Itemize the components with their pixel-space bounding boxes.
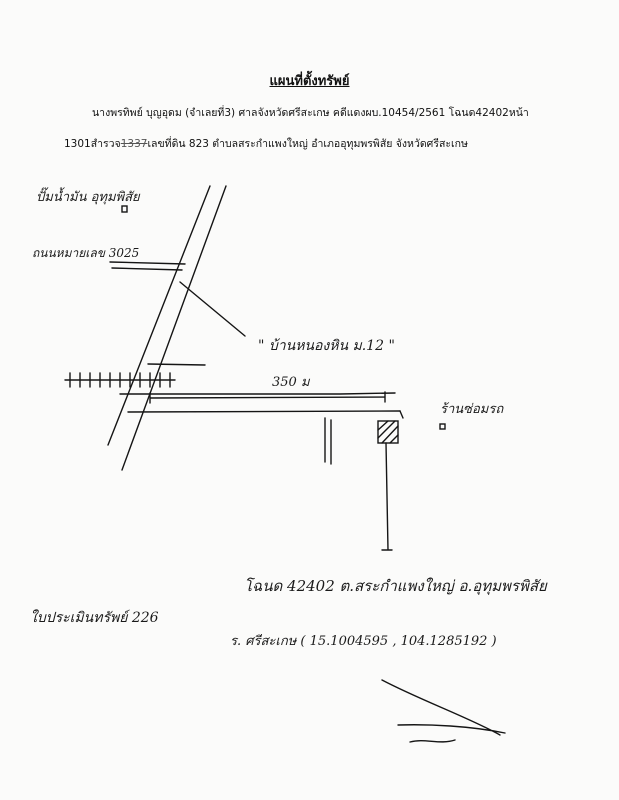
assessment-note: ใบประเมินทรัพย์ 226	[30, 610, 159, 626]
case-details-line-1: นางพรทิพย์ บุญอุดม (จำเลยที่3) ศาลจังหวัดศรีสะเกษ คดีแดงผบ.10454/2561 โฉนด42402หน้า	[92, 107, 529, 119]
label-road-3025: ถนนหมายเลข 3025	[32, 246, 140, 260]
label-gas-station: ปั๊มน้ำมัน อุทุมพิสัย	[36, 190, 140, 205]
side-lane-down	[325, 418, 331, 464]
main-road-right-edge	[122, 186, 226, 470]
deed-note: โฉนด 42402 ต.สระกำแพงใหญ่ อ.อุทุมพรพิสัย	[244, 577, 547, 595]
side-road-3025	[110, 262, 185, 270]
land-details: เลขที่ดิน 823 ตำบลสระกำแพงใหญ่ อำเภออุทุมพรพิสัย จังหวัดศรีสะเกษ	[147, 138, 468, 150]
marker-square-right	[440, 424, 445, 429]
side-branch-upper	[180, 282, 245, 336]
survey-prefix: 1301สำรวจ	[64, 138, 121, 150]
label-village: " บ้านหนองหิน ม.12 "	[258, 338, 395, 354]
access-road-top-edge	[120, 393, 395, 394]
coordinates-note: ร. ศรีสะเกษ ( 15.1004595 , 104.1285192 )	[230, 634, 497, 649]
main-road-left-edge	[108, 186, 210, 445]
label-distance: 350 ม	[272, 375, 310, 390]
access-road-bottom-edge	[128, 411, 400, 412]
page-title: แผนที่ตั้งทรัพย์	[269, 74, 350, 89]
signature	[382, 680, 505, 742]
access-road-end	[400, 411, 403, 418]
side-lane-small	[148, 364, 205, 365]
struck-number: 1337	[120, 138, 148, 150]
property-parcel	[378, 421, 398, 443]
parcel-hatching	[378, 421, 398, 443]
label-repair-shop: ร้านซ่อมรถ	[440, 402, 504, 417]
boundary-line-down	[382, 443, 392, 550]
